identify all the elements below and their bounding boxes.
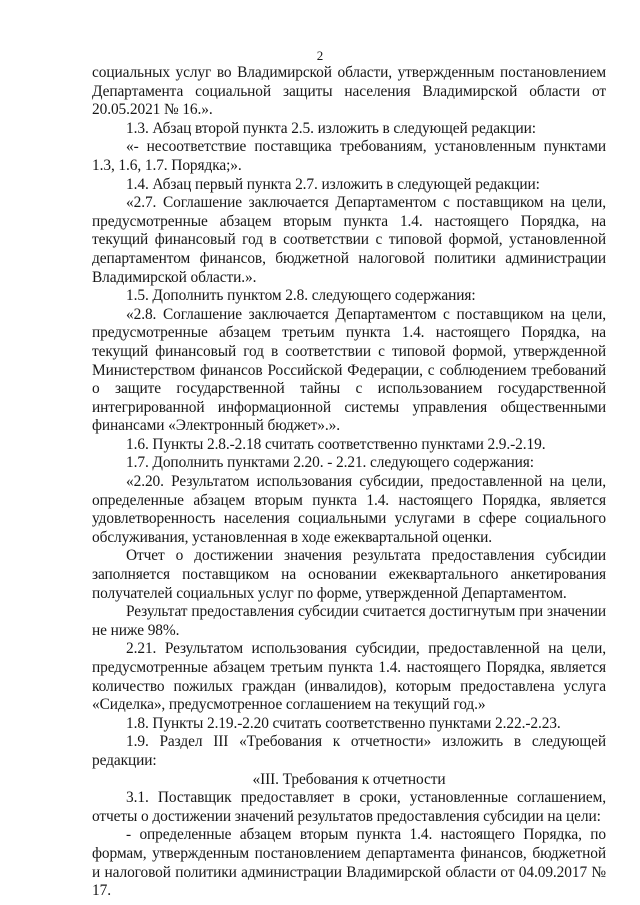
page-number: 2 <box>316 48 324 63</box>
paragraph: Результат предоставления субсидии считается достигнутым при значении не ниже 98%. <box>92 603 606 639</box>
paragraph: 1.9. Раздел III «Требования к отчетности» изложить в следующей редакции: <box>92 733 606 769</box>
paragraph: «2.8. Соглашение заключается Департаментом с поставщиком на цели, предусмотренные абзацем третьим пункта 1.4. настоящего Порядка, на текущий финансовый год в соответствии с типовой формой, утвержденной Министерством финансов Российской Федерации, с соблюдением требований о защите государственной тайны с использованием государственной интегрированной информационной системы управления общественными финансами «Электронный бюджет».». <box>92 305 606 435</box>
paragraph: Отчет о достижении значения результата предоставления субсидии заполняется поставщиком на основании ежеквартального анкетирования получателей социальных услуг по форме, утвержденной Департаментом. <box>92 547 606 602</box>
section-heading: «III. Требования к отчетности <box>252 770 446 788</box>
paragraph: 1.5. Дополнить пунктом 2.8. следующего содержания: <box>126 287 476 305</box>
paragraph: «- несоответствие поставщика требованиям, установленным пунктами 1.3, 1.6, 1.7. Порядка;». <box>92 138 606 174</box>
paragraph: «2.20. Результатом использования субсидии, предоставленной на цели, определенные абзацем вторым пункта 1.4. настоящего Порядка, является удовлетворенность населения социальными услугами в сфере социального обслуживания, установленная в ходе ежеквартальной оценки. <box>92 473 606 546</box>
paragraph: 1.4. Абзац первый пункта 2.7. изложить в следующей редакции: <box>126 175 540 193</box>
paragraph: «2.7. Соглашение заключается Департаментом с поставщиком на цели, предусмотренные абзацем вторым пункта 1.4. настоящего Порядка, на текущий финансовый год в соответствии с типовой формой, установленной департаментом финансов, бюджетной налоговой политики администрации Владимирской области.». <box>92 194 606 286</box>
paragraph: 2.21. Результатом использования субсидии, предоставленной на цели, предусмотренные абзацем третьим пункта 1.4. настоящего Порядка, является количество пожилых граждан (инвалидов), которым предоставлена услуга «Сиделка», предусмотренное соглашением на текущий год.» <box>92 640 606 714</box>
paragraph: 1.6. Пункты 2.8.-2.18 считать соответственно пунктами 2.9.-2.19. <box>126 435 546 453</box>
paragraph: 1.7. Дополнить пунктами 2.20. - 2.21. следующего содержания: <box>126 454 534 472</box>
paragraph: 1.8. Пункты 2.19.-2.20 считать соответственно пунктами 2.22.-2.23. <box>126 714 561 732</box>
paragraph: 3.1. Поставщик предоставляет в сроки, установленные соглашением, отчеты о достижении значений результатов предоставления субсидии на цели: <box>92 789 606 825</box>
paragraph: - определенные абзацем вторым пункта 1.4. настоящего Порядка, по формам, утвержденным постановлением департамента финансов, бюджетной и налоговой политики администрации Владимирской области от 04.09.2017 № 17. <box>92 826 606 900</box>
paragraph: социальных услуг во Владимирской области, утвержденным постановлением Департамента социальной защиты населения Владимирской области от 20.05.2021 № 16.». <box>92 64 606 119</box>
paragraph: 1.3. Абзац второй пункта 2.5. изложить в следующей редакции: <box>126 119 536 137</box>
document-body <box>92 64 606 901</box>
